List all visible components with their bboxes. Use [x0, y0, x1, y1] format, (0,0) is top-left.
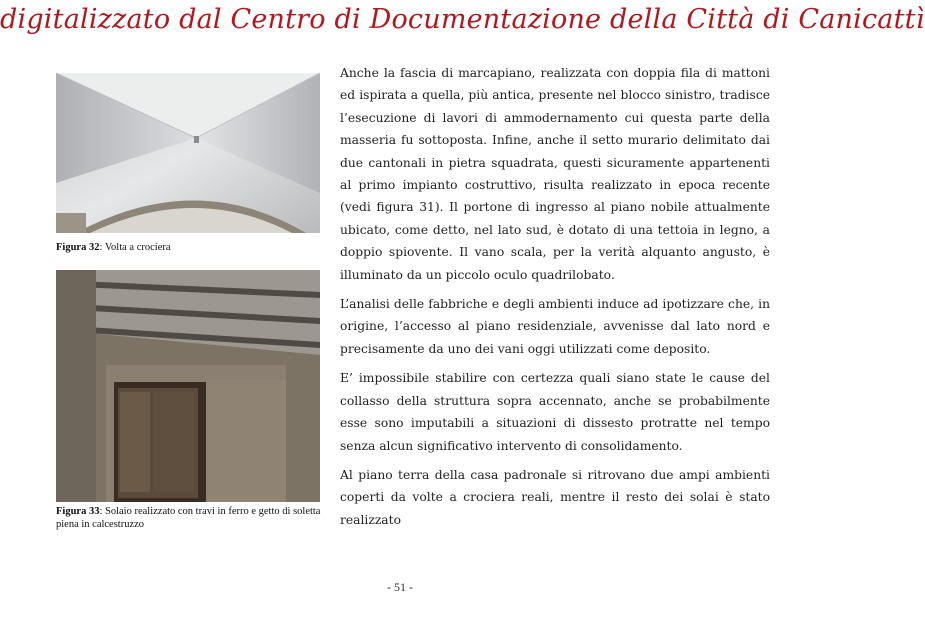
figure-32-caption-text: : Volta a crociera — [99, 242, 171, 253]
paragraph: L’analisi delle fabbriche e degli ambienti induce ad ipotizzare che, in origine, l’accesso al piano residenziale, avvenisse dal lato nord e precisamente da uno dei vani oggi utilizzati come deposito. — [340, 297, 770, 356]
figure-32-caption — [56, 241, 326, 254]
paragraph: Al piano terra della casa padronale si ritrovano due ampi ambienti coperti da volte a crociera reali, mentre il resto dei solai è stato realizzato — [340, 467, 770, 527]
figure-32-vault-photo — [56, 73, 320, 233]
paragraph: Anche la fascia di marcapiano, realizzata con doppia fila di mattoni ed ispirata a quella, più antica, presente nel blocco sinistro, tradisce l’esecuzione di lavori di ammodernamento cui questa parte della masseria fu sottoposta. Infine, anche il setto murario delimitato dai due cantonali in pietra squadrata, questi sicuramente appartenenti al primo impianto costruttivo, risulta realizzato in epoca recente (vedi figura 31). Il portone di ingresso al piano nobile attualmente ubicato, come detto, nel lato sud, è dotato di una tettoia in legno, a doppio spiovente. Il vano scala, per la verità alquanto angusto, è illuminato da un piccolo oculo quadrilobato. — [340, 66, 770, 282]
figure-33-caption — [56, 505, 326, 531]
figure-32-label: Figura 32 — [56, 242, 100, 253]
body-text — [340, 62, 770, 538]
figure-33-slab-photo — [56, 270, 320, 502]
figure-33-caption-text: : Solaio realizzato con travi in ferro e getto di soletta piena in calcestruzzo — [56, 506, 321, 530]
figure-33-label: Figura 33 — [56, 506, 100, 517]
paragraph: E’ impossibile stabilire con certezza quali siano state le cause del collasso della struttura sopra accennato, anche se probabilmente esse sono imputabili a situazioni di dissesto protratte nel tempo senza alcun significativo intervento di consolidamento. — [340, 371, 770, 453]
page-number: - 51 - — [387, 580, 413, 594]
header-title: digitalizzato dal Centro di Documentazione della Città di Canicattì — [0, 4, 925, 35]
